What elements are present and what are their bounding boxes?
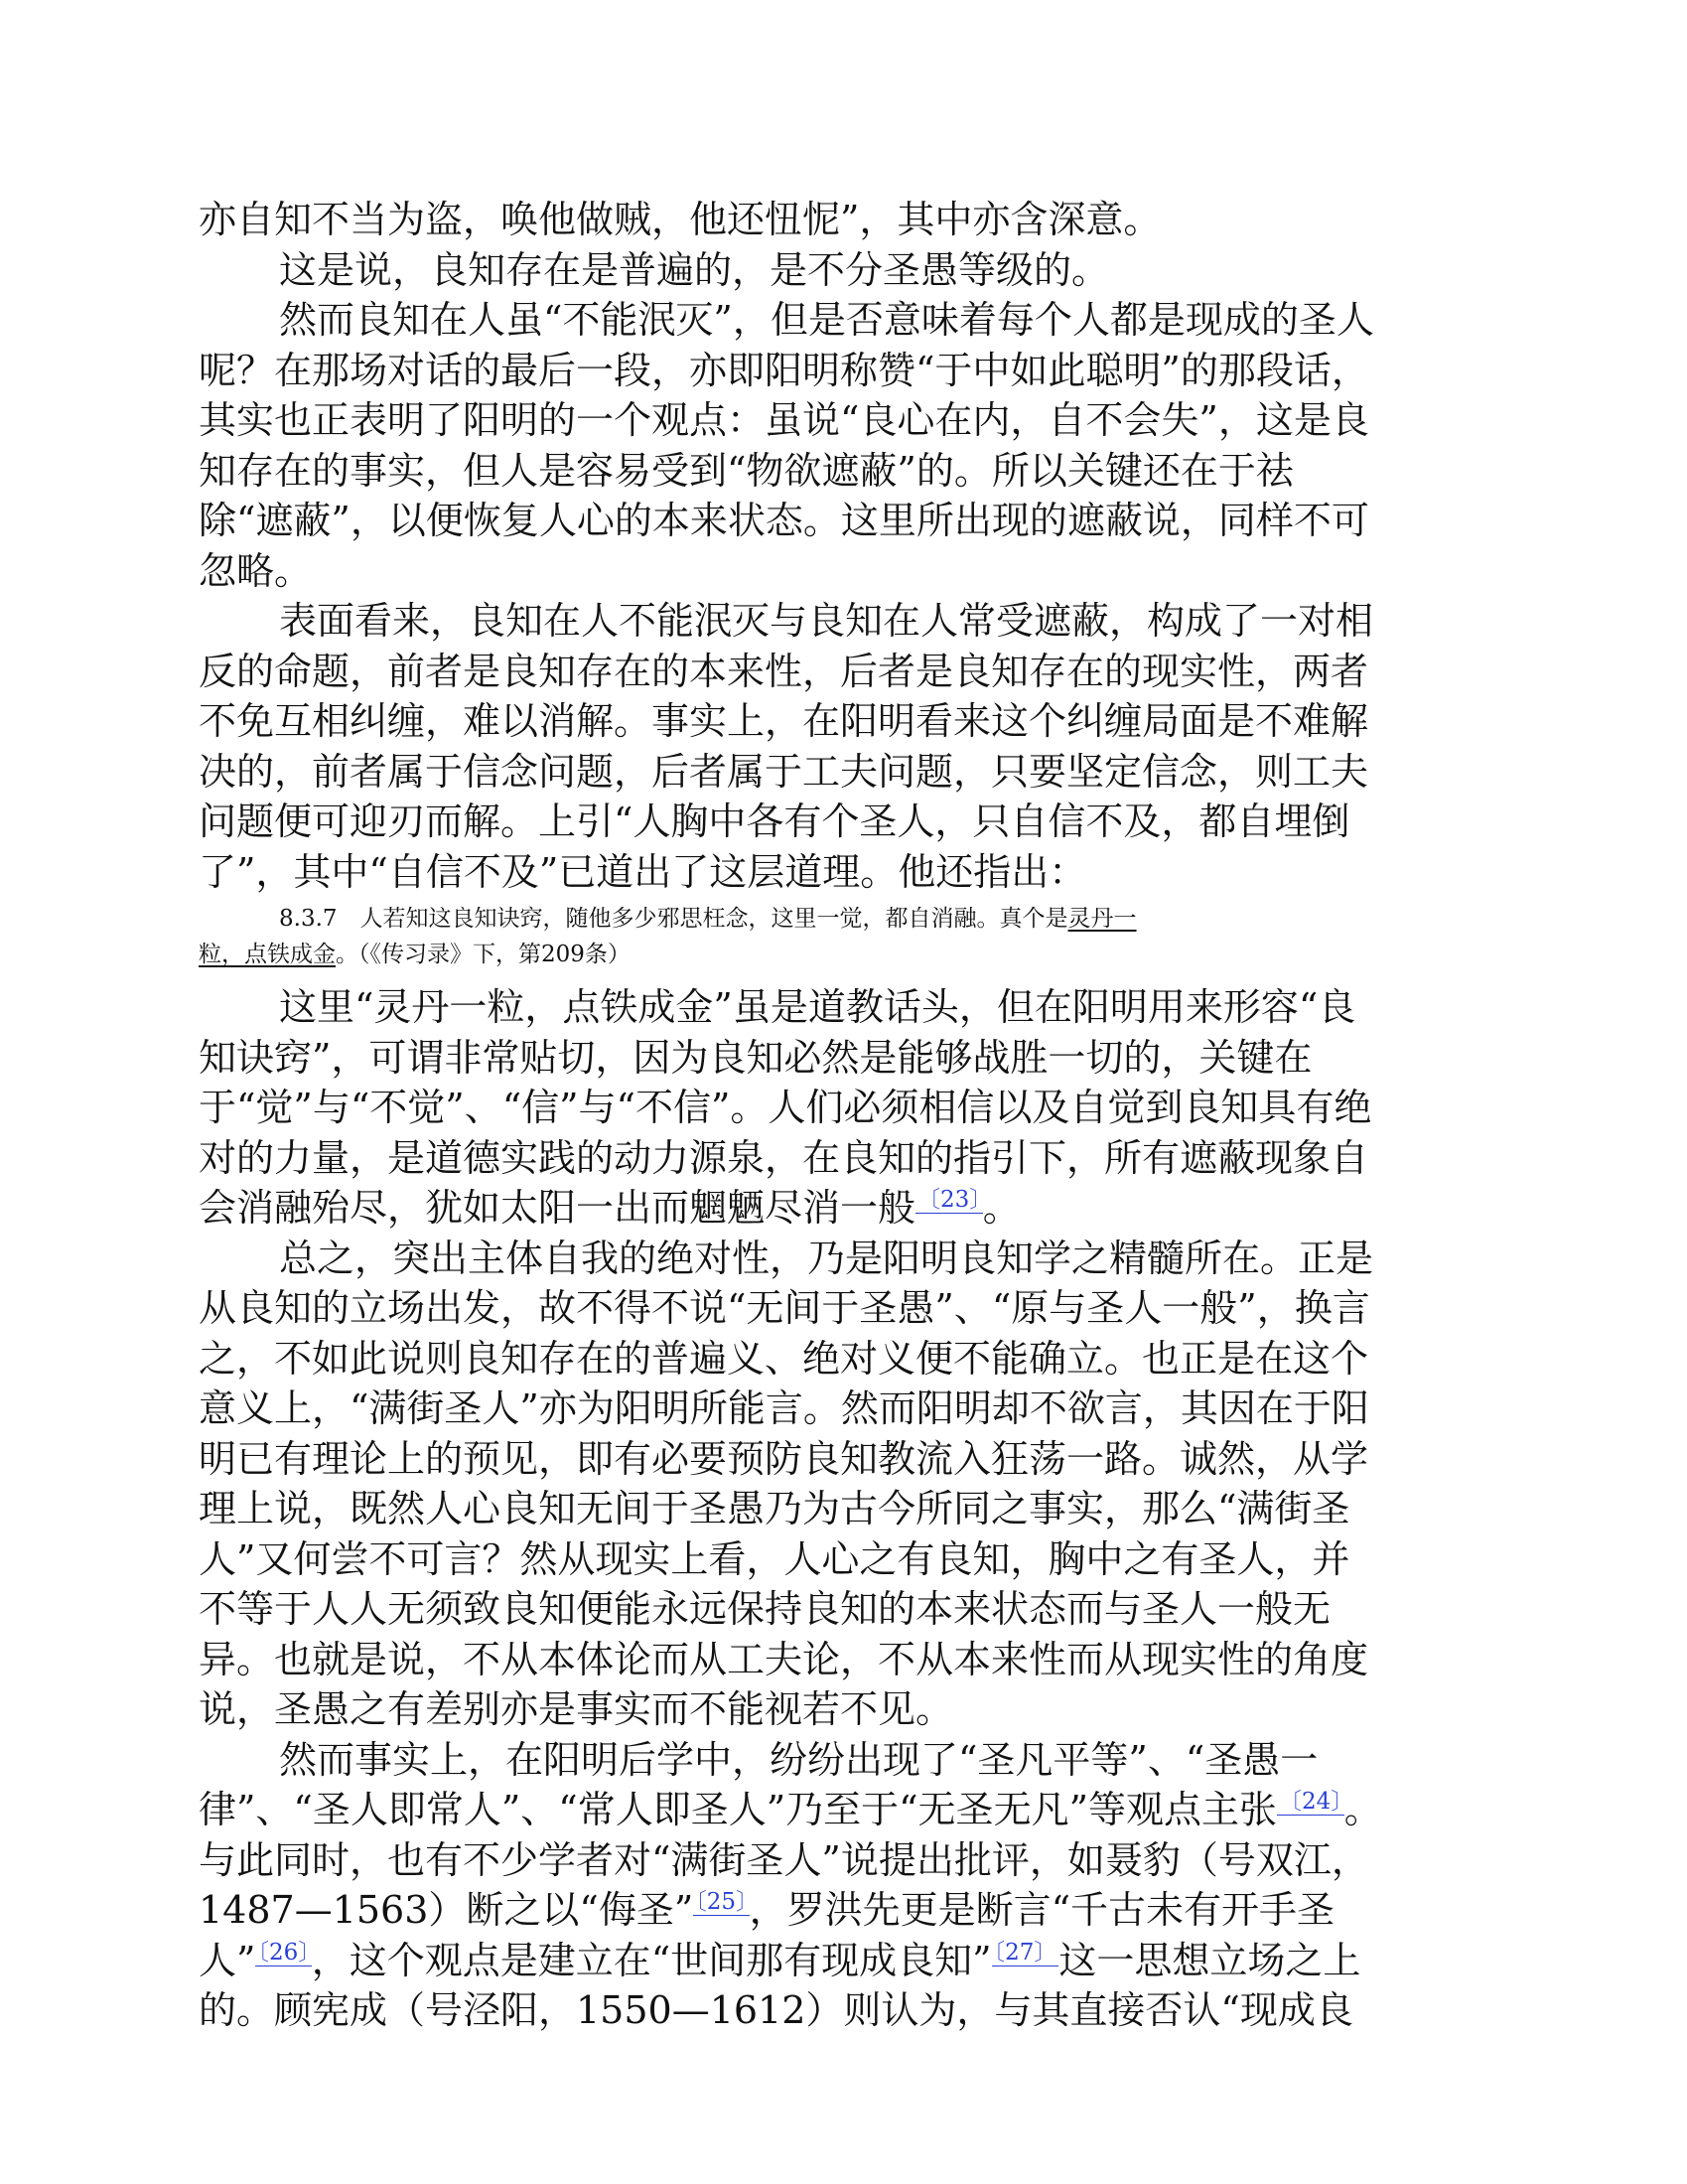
- quote-line: [199, 901, 1489, 937]
- footnote-link-23[interactable]: 〔23〕: [917, 1187, 981, 1213]
- text-line: 知诀窍”，可谓非常贴切，因为良知必然是能够战胜一切的，关键在: [199, 1035, 1313, 1080]
- text-line: 的。顾宪成（号泾阳，1550—1612）则认为，与其直接否认“现成良: [199, 1988, 1353, 2032]
- text-line: 然而良知在人虽“不能泯灭”，但是否意味着每个人都是现成的圣人: [279, 298, 1374, 342]
- quote-underlined-text: 粒，点铁成金: [199, 942, 336, 967]
- text-line: 反的命题，前者是良知存在的本来性，后者是良知存在的现实性，两者: [199, 649, 1369, 693]
- text-line: 对的力量，是道德实践的动力源泉，在良知的指引下，所有遮蔽现象自: [199, 1135, 1369, 1180]
- text-line: 人”又何尝不可言？然从现实上看，人心之有良知，胸中之有圣人，并: [199, 1536, 1350, 1581]
- text-line: [199, 1183, 1489, 1234]
- text-line: 理上说，既然人心良知无间于圣愚乃为古今所同之事实，那么“满街圣: [199, 1487, 1350, 1530]
- line-text: 人”: [199, 1938, 256, 1982]
- text-line: 除“遮蔽”，以便恢复人心的本来状态。这里所出现的遮蔽说，同样不可: [199, 499, 1369, 542]
- text-line: [199, 1885, 1489, 1936]
- text-line: 不免互相纠缠，难以消解。事实上，在阳明看来这个纠缠局面是不难解: [199, 699, 1369, 743]
- line-text: 这一思想立场之上: [1058, 1938, 1361, 1982]
- footnote-link-24[interactable]: 〔24〕: [1279, 1789, 1342, 1815]
- text-line: [199, 1936, 1489, 1986]
- text-line: 从良知的立场出发，故不得不说“无间于圣愚”、“原与圣人一般”，换言: [199, 1286, 1370, 1330]
- quote-line: [199, 937, 1489, 972]
- text-line: 总之，突出主体自我的绝对性，乃是阳明良知学之精髓所在。正是: [279, 1236, 1374, 1280]
- text-line: 决的，前者属于信念问题，后者属于工夫问题，只要坚定信念，则工夫: [199, 749, 1369, 794]
- footnote-link-25[interactable]: 〔25〕: [695, 1889, 748, 1915]
- text-line: 问题便可迎刃而解。上引“人胸中各有个圣人，只自信不及，都自埋倒: [199, 800, 1350, 843]
- text-line: 意义上，“满街圣人”亦为阳明所能言。然而阳明却不欲言，其因在于阳: [199, 1386, 1369, 1430]
- text-line: 于“觉”与“不觉”、“信”与“不信”。人们必须相信以及自觉到良知具有绝: [199, 1086, 1372, 1129]
- text-line: 然而事实上，在阳明后学中，纷纷出现了“圣凡平等”、“圣愚一: [279, 1737, 1319, 1782]
- text-line: 之，不如此说则良知存在的普遍义、绝对义便不能确立。也正是在这个: [199, 1336, 1369, 1381]
- line-text: 。: [1343, 1788, 1382, 1831]
- footnote-link-27[interactable]: 〔27〕: [993, 1939, 1057, 1966]
- text-line: 了”，其中“自信不及”已道出了这层道理。他还指出：: [199, 849, 1087, 894]
- text-line: 忽略。: [199, 548, 313, 593]
- quote-text: 。（《传习录》下，第209条）: [336, 942, 631, 967]
- document-page: [199, 195, 1489, 2036]
- text-line: 不等于人人无须致良知便能永远保持良知的本来状态而与圣人一般无: [199, 1587, 1332, 1631]
- text-line: 这是说，良知存在是普遍的，是不分圣愚等级的。: [279, 247, 1110, 292]
- text-line: [199, 1785, 1489, 1835]
- line-text: 1487—1563）断之以“侮圣”: [199, 1888, 694, 1932]
- footnote-link-26[interactable]: 〔26〕: [257, 1939, 310, 1966]
- text-line: 其实也正表明了阳明的一个观点：虽说“良心在内，自不会失”，这是良: [199, 398, 1369, 442]
- text-line: 表面看来，良知在人不能泯灭与良知在人常受遮蔽，构成了一对相: [279, 599, 1374, 643]
- line-text: 会消融殆尽，犹如太阳一出而魍魉尽消一般: [199, 1186, 916, 1230]
- text-line: 明已有理论上的预见，即有必要预防良知教流入狂荡一路。诚然，从学: [199, 1436, 1369, 1481]
- text-line: 知存在的事实，但人是容易受到“物欲遮蔽”的。所以关键还在于祛: [199, 448, 1294, 493]
- quote-text: 8.3.7 人若知这良知诀窍，随他多少邪思枉念，这里一觉，都自消融。真个是: [279, 906, 1068, 932]
- text-line: 呢？在那场对话的最后一段，亦即阳明称赞“于中如此聪明”的那段话，: [199, 348, 1369, 392]
- block-quote: [199, 897, 1489, 976]
- text-line: 说，圣愚之有差别亦是事实而不能视若不见。: [199, 1687, 954, 1731]
- line-text: 。: [982, 1186, 1021, 1230]
- quote-underlined-text: 灵丹一: [1067, 906, 1137, 932]
- line-text: ，这个观点是建立在“世间那有现成良知”: [311, 1938, 992, 1982]
- text-line: 与此同时，也有不少学者对“满街圣人”说提出批评，如聂豹（号双江，: [199, 1837, 1369, 1882]
- text-line: 这里“灵丹一粒，点铁成金”虽是道教话头，但在阳明用来形容“良: [279, 985, 1356, 1029]
- text-line: 亦自知不当为盗，唤他做贼，他还忸怩”，其中亦含深意。: [199, 198, 1162, 241]
- line-text: 律”、“圣人即常人”、“常人即圣人”乃至于“无圣无凡”等观点主张: [199, 1788, 1277, 1831]
- line-text: ，罗洪先更是断言“千古未有开手圣: [749, 1888, 1335, 1932]
- text-line: 异。也就是说，不从本体论而从工夫论，不从本来性而从现实性的角度: [199, 1637, 1369, 1681]
